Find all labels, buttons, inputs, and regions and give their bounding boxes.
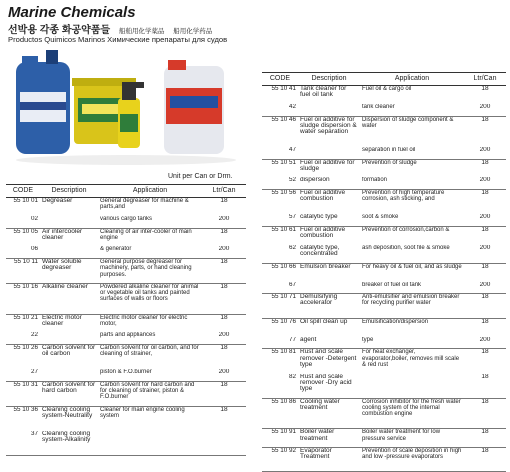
cell-ltr: 200 xyxy=(202,332,246,344)
cell-ltr: 18 xyxy=(481,318,489,325)
column-header-description: Description xyxy=(298,73,360,86)
cell-code: 77 xyxy=(262,337,298,349)
cell-description: Water soluble degreaser xyxy=(40,259,98,284)
table-row xyxy=(262,294,506,319)
cell-code: 55 10 86 xyxy=(262,398,298,429)
cell-application: Prevention of corrosion,carbon & xyxy=(362,226,450,233)
cell-description xyxy=(298,147,360,159)
table-row xyxy=(262,177,506,189)
cell-description: Cleaning cooling system-Alkalinity xyxy=(40,431,98,456)
page-subtitle xyxy=(8,21,212,36)
cell-ltr: 200 xyxy=(202,216,246,228)
column-header-description: Description xyxy=(40,185,98,198)
cell-description: Degreaser xyxy=(42,197,73,204)
subtitle-japanese-1: 船舶用化学薬品 xyxy=(118,28,165,35)
cell-code: 02 xyxy=(6,216,40,228)
table-row xyxy=(6,431,246,456)
cell-code: 55 10 16 xyxy=(6,283,40,314)
cell-code: 62 xyxy=(262,245,298,263)
cell-code: 55 10 21 xyxy=(13,314,38,321)
cell-ltr: 18 xyxy=(481,159,489,166)
subtitle-japanese-2: 船用化学药品 xyxy=(173,28,213,35)
table-header-row xyxy=(262,73,506,86)
cell-description: Carbon solvent for hard carbon xyxy=(40,381,98,406)
cell-description xyxy=(40,369,98,381)
cell-description: Fuel oil additive combustion xyxy=(300,226,346,240)
subtitle-multilingual: Productos Quimicos Marinos Химические препараты для судов xyxy=(8,35,228,44)
cell-ltr: 200 xyxy=(202,246,246,258)
cell-code: 57 xyxy=(262,214,298,226)
cell-code: 55 10 61 xyxy=(271,226,296,233)
cell-code: 55 10 26 xyxy=(13,344,38,352)
red-jug xyxy=(164,60,224,154)
cell-ltr: 18 xyxy=(481,263,489,270)
cell-code: 67 xyxy=(262,282,298,294)
cell-ltr: 18 xyxy=(202,381,246,406)
cell-application: Carbon solvent for oil carbon, and for cleaning of strainer, xyxy=(100,345,199,358)
cell-ltr: 18 xyxy=(481,226,489,233)
column-header-ltr: Ltr/Can xyxy=(202,185,246,198)
cell-ltr: 18 xyxy=(202,259,246,284)
unit-note: Unit per Can or Drm. xyxy=(168,173,233,180)
cell-ltr: 200 xyxy=(202,369,246,381)
cell-application: ash deposition, soot file & smoke xyxy=(360,245,464,263)
cell-ltr: 18 xyxy=(220,406,228,413)
cell-description: Tank cleaner for fuel oil tank xyxy=(300,85,347,99)
cell-code: 27 xyxy=(6,369,40,381)
cell-code: 55 10 41 xyxy=(271,85,296,92)
table-row xyxy=(262,318,506,336)
cell-description xyxy=(298,282,360,294)
cell-code: 42 xyxy=(262,104,298,116)
cell-code: 55 10 81 xyxy=(271,348,296,356)
cell-application: parts and appliances xyxy=(98,332,202,344)
cell-ltr: 18 xyxy=(464,294,506,319)
table-row xyxy=(6,314,246,332)
table-body-right xyxy=(262,86,506,472)
cell-application: Electric motor cleaner for electric motor, xyxy=(100,314,188,327)
cell-description xyxy=(298,104,360,116)
cell-application: Prevention of sludge xyxy=(362,159,417,166)
cell-description: agent xyxy=(298,337,360,349)
table-row xyxy=(6,228,246,246)
cell-description: Evaporator Treatment xyxy=(298,447,360,472)
cell-ltr: 18 xyxy=(220,197,228,204)
table-row xyxy=(6,369,246,381)
product-table-left xyxy=(6,184,246,456)
cell-application: General degreaser for machine & parts,and xyxy=(100,198,189,211)
degreaser-jug xyxy=(16,50,70,154)
cell-description: Air intercooler cleaner xyxy=(42,228,83,241)
table-row xyxy=(6,345,246,370)
table-row xyxy=(262,374,506,399)
cell-ltr: 18 xyxy=(464,429,506,447)
cell-description: Carbon solvent for oil carbon xyxy=(42,344,96,358)
table-row xyxy=(262,447,506,472)
cell-description: Emulsion breaker xyxy=(300,263,351,270)
cell-description: catalytic type, concentrated xyxy=(298,245,360,263)
table-row xyxy=(6,381,246,406)
table-row xyxy=(6,216,246,228)
cell-code: 55 10 31 xyxy=(6,381,40,406)
column-header-code: CODE xyxy=(262,73,298,86)
cell-application: various cargo tanks xyxy=(98,216,202,228)
cell-ltr: 200 xyxy=(464,245,506,263)
column-header-application: Application xyxy=(360,73,464,86)
table-row xyxy=(262,282,506,294)
cell-ltr: 200 xyxy=(464,282,506,294)
cell-description: dispersion xyxy=(298,177,360,189)
column-header-code: CODE xyxy=(6,185,40,198)
cell-application: type xyxy=(360,337,464,349)
table-body-left xyxy=(6,198,246,456)
cell-application: For heavy oil & fuel oil, and as sludge xyxy=(362,263,462,270)
table-row xyxy=(262,159,506,177)
cell-application: separation in fuel oil xyxy=(360,147,464,159)
cell-code: 55 10 91 xyxy=(262,429,298,447)
table-row xyxy=(262,245,506,263)
cell-description: Fuel oil additive for sludge xyxy=(300,159,355,172)
cell-code: 55 10 92 xyxy=(262,447,298,472)
cell-code: 22 xyxy=(6,332,40,344)
cell-code: 55 10 11 xyxy=(6,259,40,284)
cell-code: 55 10 51 xyxy=(271,159,296,166)
cell-code: 82 xyxy=(262,374,298,399)
cell-ltr: 200 xyxy=(464,147,506,159)
cell-application: Anti-emulsifier and emulsion breaker for recycling purifier water xyxy=(360,294,464,319)
table-row xyxy=(262,337,506,349)
table-row xyxy=(262,147,506,159)
cell-code: 55 10 36 xyxy=(13,406,38,413)
cell-application: Cleaning of air inter-cooler of main engine xyxy=(100,228,192,241)
column-header-ltr: Ltr/Can xyxy=(464,73,506,86)
table-row xyxy=(6,332,246,344)
cell-code: 55 10 01 xyxy=(13,197,38,204)
table-row xyxy=(262,226,506,244)
cell-description: Electric motor cleaner xyxy=(42,314,82,327)
cell-application xyxy=(360,374,464,399)
cell-application: Corrosion inhibitor for the fresh water cooling system of the internal combustion engine xyxy=(360,398,464,429)
cell-ltr: 200 xyxy=(464,214,506,226)
cell-ltr: 18 xyxy=(202,283,246,314)
table-row xyxy=(262,116,506,147)
cell-application: Cleaner for main engine cooling system xyxy=(100,406,185,419)
cell-ltr: 18 xyxy=(464,447,506,472)
table-row xyxy=(262,349,506,374)
cell-ltr: 18 xyxy=(464,398,506,429)
table-row xyxy=(6,259,246,284)
cell-application: Prevention of high temperature corrosion, ash sticking, and xyxy=(362,190,445,203)
cell-description: Cleaning cooling system-Neutrality xyxy=(42,406,93,419)
cell-code: 06 xyxy=(6,246,40,258)
table-row xyxy=(262,190,506,215)
cell-code: 52 xyxy=(262,177,298,189)
cell-code: 55 10 56 xyxy=(271,189,296,197)
cell-application: Boiler water treatment for low pressure service xyxy=(360,429,464,447)
cell-description: Boiler water treatment xyxy=(298,429,360,447)
cell-application: piston & F.O.burner xyxy=(98,369,202,381)
cell-description: Fuel oil additive combustion xyxy=(300,189,346,203)
cell-application: Carbon solvent for hard carbon and for cleaning of strainer, piston & F.O.burner xyxy=(98,381,202,406)
cell-code: 55 10 76 xyxy=(271,318,296,325)
cell-ltr: 200 xyxy=(464,104,506,116)
cell-ltr: 18 xyxy=(481,348,489,356)
cell-description: Oil spill clean up xyxy=(300,318,348,325)
cell-description: Alkaline cleaner xyxy=(40,283,98,314)
cell-ltr: 18 xyxy=(220,228,228,235)
table-row xyxy=(262,398,506,429)
cell-code: 55 10 66 xyxy=(271,263,296,270)
cell-code: 55 10 46 xyxy=(271,116,296,123)
table-row xyxy=(262,429,506,447)
table-row xyxy=(262,214,506,226)
cell-description: Cooling water treatment xyxy=(298,398,360,429)
cell-application: For heat exchanger, evaporator,boiler, removes mill scale & red rust xyxy=(362,349,460,368)
table-row xyxy=(6,246,246,258)
cell-application: breaker of fuel oil tank xyxy=(360,282,464,294)
cell-ltr: 18 xyxy=(220,314,228,321)
cell-description xyxy=(40,216,98,228)
product-table-right xyxy=(262,72,506,472)
cell-application: Dispersion of sludge component & water xyxy=(362,116,454,129)
cell-description xyxy=(40,246,98,258)
cell-application: Prevention of scale deposition in high and low -pressure evaporators xyxy=(360,447,464,472)
table-header-row xyxy=(6,185,246,198)
cell-application: tank cleaner xyxy=(360,104,464,116)
table-row xyxy=(262,86,506,104)
cell-description: catalytic type xyxy=(298,214,360,226)
column-header-application: Application xyxy=(98,185,202,198)
table-row xyxy=(6,283,246,314)
cell-code: 55 10 05 xyxy=(13,228,38,235)
cell-description: Rust and scale remover -Detergent type xyxy=(300,348,357,368)
cell-application: & generator xyxy=(98,246,202,258)
cell-code: 37 xyxy=(6,431,40,456)
table-row xyxy=(262,263,506,281)
cell-application: Powdered alkaline cleaner for animal or vegetable oil tanks and painted surfaces of walls or floors xyxy=(98,283,202,314)
cell-application: General purpose degreaser for machinery, parts, or hand cleaning purposes. xyxy=(98,259,202,284)
cell-ltr: 18 xyxy=(220,344,228,352)
cell-application xyxy=(98,431,202,456)
cell-ltr: 18 xyxy=(481,189,489,197)
cell-code: 47 xyxy=(262,147,298,159)
cell-application: Emulsification/dispersion xyxy=(362,318,429,325)
cell-application: soot & smoke xyxy=(360,214,464,226)
cell-application: formation xyxy=(360,177,464,189)
subtitle-korean: 선박용 각종 화공약품들 xyxy=(8,25,111,36)
cell-description: Rust and scale remover -Dry acid type xyxy=(298,374,360,399)
cell-ltr: 18 xyxy=(464,374,506,399)
table-row xyxy=(6,406,246,431)
cell-ltr: 200 xyxy=(464,177,506,189)
cell-ltr: 200 xyxy=(464,337,506,349)
cell-application: Fuel oil & cargo oil xyxy=(362,86,412,92)
table-row xyxy=(262,104,506,116)
page-title: Marine Chemicals xyxy=(8,4,136,21)
cell-ltr: 18 xyxy=(481,116,489,123)
cell-ltr: 18 xyxy=(481,85,489,92)
table-row xyxy=(6,198,246,216)
cell-description: Fuel oil additive for sludge dispersion & water separation xyxy=(300,116,357,135)
cell-code: 55 10 71 xyxy=(262,294,298,319)
cell-description: Demulsifying accelerator xyxy=(298,294,360,319)
cell-ltr xyxy=(202,431,246,456)
product-photo xyxy=(12,48,240,166)
cell-description xyxy=(40,332,98,344)
